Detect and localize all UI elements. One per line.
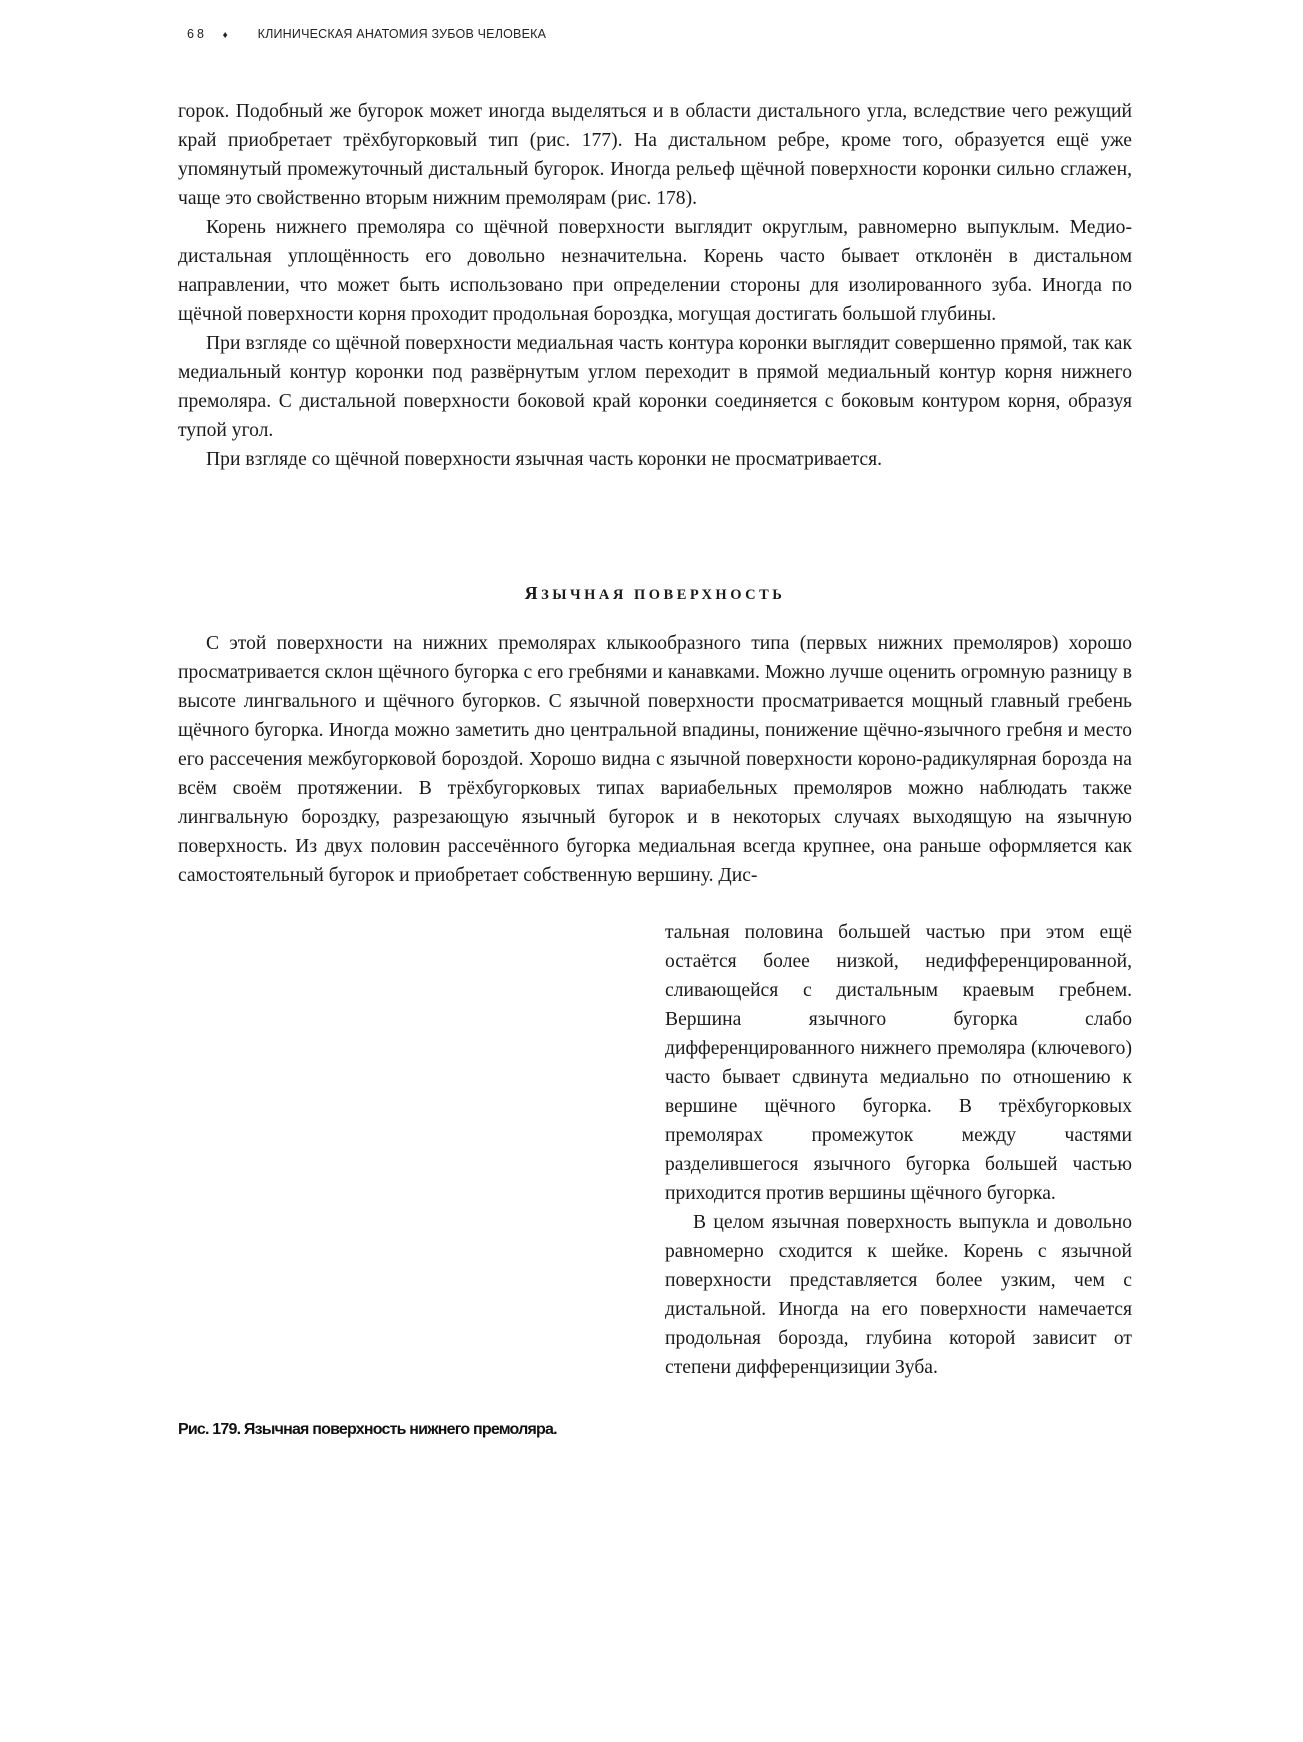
paragraph-continuation: тальная половина большей частью при этом ещё остаётся более низкой, недифференцированной, сливающейся с дистальным краевым гребнем. Вершина язычного бугорка слабо дифференцированного нижнего премоляра (ключевого) часто бывает сдвинута медиально по отношению к вершине щёчного бугорка. В трёхбугорковых премолярах промежуток между частями разделившегося язычного бугорка большей частью приходится против вершины щёчного бугорка. bbox=[665, 922, 1132, 1204]
heading-initial: Я bbox=[524, 583, 542, 603]
figure-179 bbox=[178, 930, 628, 1410]
paragraph: В целом язычная поверхность выпукла и довольно равномерно сходится к шейке. Корень с язычной поверхности представляется более узким, чем с дистальной. Иногда на его поверхности намечается продольная борозда, глубина которой зависит от степени дифференцизиции Зуба. bbox=[665, 1212, 1132, 1378]
figure-caption: Рис. 179. Язычная поверхность нижнего премоляра. bbox=[178, 1421, 557, 1438]
paragraph: При взгляде со щёчной поверхности язычная часть коронки не просматривается. bbox=[206, 449, 883, 470]
book-title: КЛИНИЧЕСКАЯ АНАТОМИЯ ЗУБОВ ЧЕЛОВЕКА bbox=[257, 27, 547, 41]
heading-text: ЗЫЧНАЯ ПОВЕРХНОСТЬ bbox=[541, 587, 786, 603]
paragraph: С этой поверхности на нижних премолярах клыкообразного типа (первых нижних премоляров) хорошо просматривается склон щёчного бугорка с его гребнями и канавками. Можно лучше оценить огромную разницу в высоте лингвального и щёчного бугорков. С язычной поверхности просматривается мощный главный гребень щёчного бугорка. Иногда можно заметить дно центральной впадины, понижение щёчно-язычного гребня и место его рассечения межбугорковой бороздой. Хорошо видна с язычной поверхности короно-радикулярная борозда на всём своём протяжении. В трёхбугорковых типах вариабельных премоляров можно наблюдать также лингвальную бороздку, разрезающую язычный бугорок и в некоторых случаях выходящую на язычную поверхность. Из двух половин рассечённого бугорка медиальная всегда крупнее, она раньше оформляется как самостоятельный бугорок и приобретает собственную вершину. Дис- bbox=[178, 633, 1132, 886]
running-head bbox=[187, 27, 546, 41]
paragraph: При взгляде со щёчной поверхности медиальная часть контура коронки выглядит совершенно прямой, так как медиальный контур коронки под развёрнутым углом переходит в прямой медиальный контур корня нижнего премоляра. С дистальной поверхности боковой край коронки соединяется с боковым контуром корня, образуя тупой угол. bbox=[178, 333, 1132, 441]
text-block-buccal bbox=[178, 97, 1132, 474]
text-column-right bbox=[665, 918, 1132, 1382]
paragraph: Корень нижнего премоляра со щёчной поверхности выглядит округлым, равномерно выпуклым. Медио-дистальная уплощённость его довольно незначительна. Корень часто бывает отклонён в дистальном направлении, что может быть использовано при определении стороны для изолированного зуба. Иногда по щёчной поверхности корня проходит продольная бороздка, могущая достигать большой глубины. bbox=[178, 217, 1132, 325]
separator-diamond-icon: ♦ bbox=[222, 30, 228, 41]
section-heading bbox=[178, 583, 1132, 604]
text-block-lingual bbox=[178, 629, 1132, 890]
paragraph: горок. Подобный же бугорок может иногда выделяться и в области дистального угла, вследствие чего режущий край приобретает трёхбугорковый тип (рис. 177). На дистальном ребре, кроме того, образуется ещё уже упомянутый промежуточный дистальный бугорок. Иногда рельеф щёчной поверхности коронки сильно сглажен, чаще это свойственно вторым нижним премолярам (рис. 178). bbox=[178, 101, 1132, 209]
page-number: 68 bbox=[187, 27, 207, 41]
